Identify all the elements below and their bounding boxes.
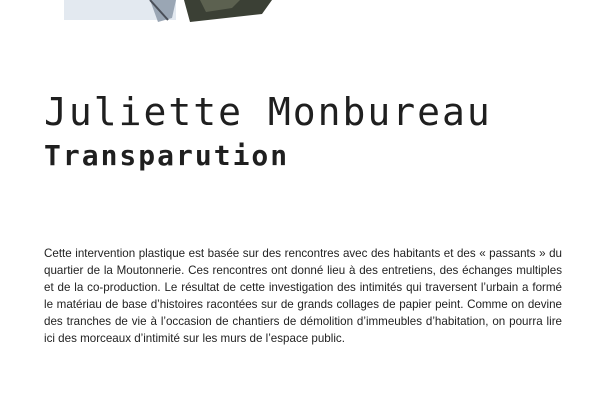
- artist-name: Juliette Monbureau: [44, 90, 492, 134]
- work-title: Transparution: [44, 139, 290, 172]
- description-paragraph: Cette intervention plastique est basée sur des rencontres avec des habitants et des « passants » du quartier de la Moutonnerie. Ces rencontres ont donné lieu à des entretiens, des échanges multiples et de la co-production. Le résultat de cette investigation des intimités qui traversent l’urbain a formé le matériau de base d’histoires racontées sur de grands collages de papier peint. Comme on devine des tranches de vie à l’occasion de chantiers de démolition d’immeubles d’habitation, on pourra lire ici des morceaux d’intimité sur les murs de l’espace public.: [44, 247, 562, 345]
- title-block: [44, 90, 584, 172]
- header-photo-fragment: [0, 0, 600, 24]
